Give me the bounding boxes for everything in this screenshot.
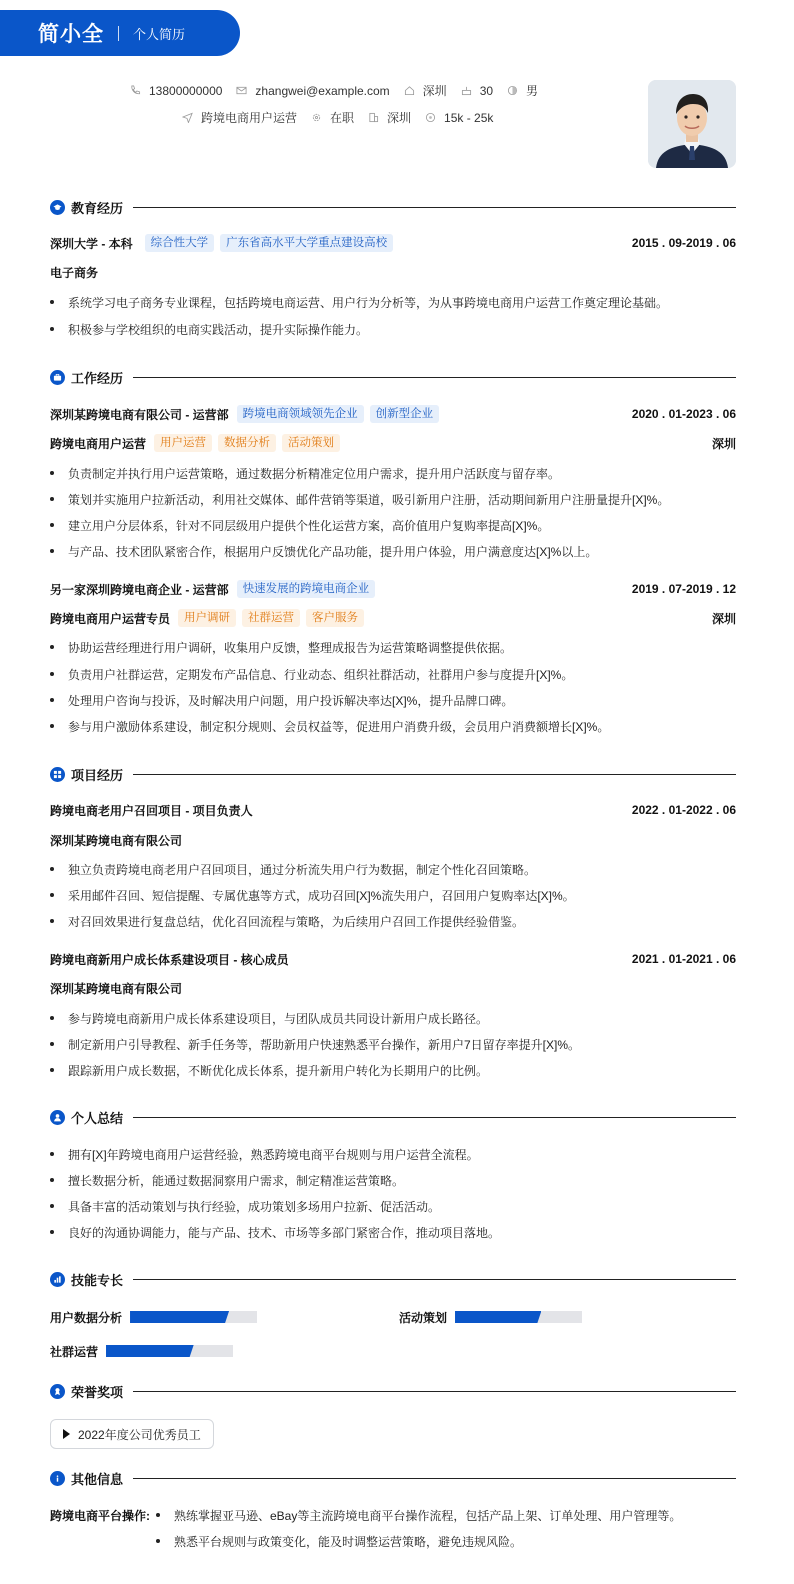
send-icon [182, 112, 193, 123]
section-title-text: 项目经历 [71, 767, 124, 783]
salary-value: 15k - 25k [444, 110, 494, 125]
section-title-text: 工作经历 [71, 370, 124, 386]
list-item: 熟练掌握亚马逊、eBay等主流跨境电商平台操作流程，包括产品上架、订单处理、用户管理等。 [156, 1506, 681, 1524]
position-value: 跨境电商用户运营 [201, 111, 298, 125]
resume-subtitle: 个人简历 [133, 26, 186, 42]
education-header [50, 234, 736, 252]
major: 电子商务 [50, 265, 99, 280]
section-work [50, 368, 736, 386]
phone-item [130, 84, 222, 98]
section-title-text: 技能专长 [71, 1272, 124, 1288]
target-city-value: 深圳 [387, 111, 412, 125]
email-item [236, 84, 389, 98]
city-value: 深圳 [422, 84, 447, 98]
job-header [50, 580, 736, 598]
section-skills [50, 1270, 736, 1288]
project-org: 深圳某跨境电商有限公司 [50, 833, 183, 848]
section-education [50, 198, 736, 216]
section-awards [50, 1382, 736, 1400]
list-item: 负责制定并执行用户运营策略，通过数据分析精准定位用户需求，提升用户活跃度与留存率。 [50, 464, 736, 482]
list-item: 处理用户咨询与投诉，及时解决用户问题，用户投诉解决率达[X]%，提升品牌口碑。 [50, 691, 736, 709]
list-item: 参与跨境电商新用户成长体系建设项目，与团队成员共同设计新用户成长路径。 [50, 1009, 736, 1027]
role-tag: 客户服务 [306, 609, 364, 627]
company-tag: 快速发展的跨境电商企业 [237, 580, 376, 598]
age-value: 30 [479, 83, 494, 98]
cake-icon [461, 85, 472, 96]
section-title-text: 荣誉奖项 [71, 1384, 124, 1400]
project-header [50, 801, 736, 819]
gender-value: 男 [526, 84, 539, 98]
briefcase-icon [50, 370, 65, 385]
user-icon [50, 1110, 65, 1125]
section-divider [133, 1478, 736, 1479]
skill-name: 社群运营 [50, 1344, 99, 1359]
gender-item [507, 82, 538, 99]
salary-item [425, 111, 493, 125]
list-item: 具备丰富的活动策划与执行经验，成功策划多场用户拉新、促活活动。 [50, 1197, 736, 1215]
education-major-row [50, 263, 736, 281]
list-item: 采用邮件召回、短信提醒、专属优惠等方式，成功召回[X]%流失用户，召回用户复购率达[X]%。 [50, 886, 736, 904]
job-location: 深圳 [711, 611, 736, 626]
contact-row [130, 82, 552, 99]
gender-icon [507, 85, 518, 96]
list-item: 拥有[X]年跨境电商用户运营经验，熟悉跨境电商平台规则与用户运营全流程。 [50, 1145, 736, 1163]
email-value: zhangwei@example.com [255, 83, 390, 98]
age-item [461, 84, 493, 98]
home-icon [404, 85, 415, 96]
skill-item [399, 1309, 582, 1325]
header-divider [118, 26, 119, 41]
skill-item [50, 1309, 257, 1325]
award-item[interactable] [50, 1419, 214, 1449]
list-item: 擅长数据分析，能通过数据洞察用户需求，制定精准运营策略。 [50, 1171, 736, 1189]
skill-item [50, 1343, 233, 1359]
list-item: 独立负责跨境电商老用户召回项目，通过分析流失用户行为数据，制定个性化召回策略。 [50, 860, 736, 878]
role-tag: 用户运营 [154, 434, 212, 452]
section-title-text: 个人总结 [71, 1110, 124, 1126]
skill-name: 活动策划 [399, 1310, 448, 1325]
section-projects [50, 765, 736, 783]
company-tag: 跨境电商领域领先企业 [237, 405, 364, 423]
skill-bar-fill [130, 1311, 229, 1323]
list-item: 与产品、技术团队紧密合作，根据用户反馈优化产品功能，提升用户体验，用户满意度达[X]%以上。 [50, 542, 736, 560]
play-triangle-icon [63, 1429, 70, 1439]
project-org: 深圳某跨境电商有限公司 [50, 981, 183, 996]
phone-icon [130, 85, 141, 96]
position-item [182, 109, 297, 126]
job-role: 跨境电商用户运营 [50, 436, 147, 451]
school-tag: 广东省高水平大学重点建设高校 [220, 234, 393, 252]
building-icon [368, 112, 379, 123]
company-name: 另一家深圳跨境电商企业 - 运营部 [50, 582, 229, 597]
job-role: 跨境电商用户运营专员 [50, 611, 171, 626]
role-tag: 数据分析 [218, 434, 276, 452]
role-tag: 活动策划 [282, 434, 340, 452]
project-org-row [50, 979, 736, 997]
intent-row [182, 109, 507, 126]
section-other [50, 1469, 736, 1487]
target-city-item [368, 109, 411, 126]
project-dates: 2021 . 01-2021 . 06 [631, 952, 736, 966]
section-summary [50, 1108, 736, 1126]
project-dates: 2022 . 01-2022 . 06 [631, 803, 736, 817]
section-divider [133, 1279, 736, 1280]
graduation-cap-icon [50, 200, 65, 215]
section-divider [133, 1391, 736, 1392]
school-tag: 综合性大学 [145, 234, 215, 252]
section-divider [133, 774, 736, 775]
list-item: 策划并实施用户拉新活动，利用社交媒体、邮件营销等渠道，吸引新用户注册，活动期间新用户注册量提升[X]%。 [50, 490, 736, 508]
avatar [648, 80, 736, 168]
list-item: 良好的沟通协调能力，能与产品、技术、市场等多部门紧密合作，推动项目落地。 [50, 1223, 736, 1241]
list-item: 协助运营经理进行用户调研，收集用户反馈，整理成报告为运营策略调整提供依据。 [50, 638, 736, 656]
company-name: 深圳某跨境电商有限公司 - 运营部 [50, 407, 229, 422]
section-divider [133, 377, 736, 378]
list-item: 跟踪新用户成长数据，不断优化成长体系，提升新用户转化为长期用户的比例。 [50, 1061, 736, 1079]
status-value: 在职 [330, 111, 355, 125]
job-role-row [50, 609, 736, 627]
gear-icon [311, 112, 322, 123]
company-tag: 创新型企业 [370, 405, 440, 423]
list-item: 负责用户社群运营，定期发布产品信息、行业动态、组织社群活动，社群用户参与度提升[X]%。 [50, 665, 736, 683]
header-banner [0, 10, 240, 56]
job-dates: 2020 . 01-2023 . 06 [631, 407, 736, 421]
list-item: 系统学习电子商务专业课程，包括跨境电商运营、用户行为分析等，为从事跨境电商用户运营工作奠定理论基础。 [50, 293, 736, 311]
city-item [404, 82, 447, 99]
award-text: 2022年度公司优秀员工 [78, 1427, 201, 1442]
list-item: 建立用户分层体系，针对不同层级用户提供个性化运营方案，高价值用户复购率提高[X]%。 [50, 516, 736, 534]
job-header [50, 405, 736, 423]
award-icon [50, 1384, 65, 1399]
list-item: 对召回效果进行复盘总结，优化召回流程与策略，为后续用户召回工作提供经验借鉴。 [50, 912, 736, 930]
skill-bar-fill [106, 1345, 194, 1357]
education-dates: 2015 . 09-2019 . 06 [631, 236, 736, 250]
job-dates: 2019 . 07-2019 . 12 [631, 582, 736, 596]
job-location: 深圳 [711, 436, 736, 451]
bar-chart-icon [50, 1272, 65, 1287]
list-item: 参与用户激励体系建设，制定积分规则、会员权益等，促进用户消费升级，会员用户消费额增长[X]%。 [50, 717, 736, 735]
info-icon [50, 1471, 65, 1486]
section-divider [133, 207, 736, 208]
section-title-text: 其他信息 [71, 1471, 124, 1487]
job-role-row [50, 434, 736, 452]
skill-bar-fill [455, 1311, 541, 1323]
skill-bar [106, 1345, 233, 1357]
project-org-row [50, 831, 736, 849]
role-tag: 社群运营 [242, 609, 300, 627]
mail-icon [236, 85, 247, 96]
other-label: 跨境电商平台操作: [50, 1509, 150, 1523]
status-item [311, 109, 354, 126]
list-item: 熟悉平台规则与政策变化，能及时调整运营策略，避免违规风险。 [156, 1532, 522, 1550]
phone-value: 13800000000 [149, 83, 223, 98]
project-title: 跨境电商老用户召回项目 - 项目负责人 [50, 803, 253, 818]
section-divider [133, 1117, 736, 1118]
skill-name: 用户数据分析 [50, 1310, 123, 1325]
grid-icon [50, 767, 65, 782]
list-item: 制定新用户引导教程、新手任务等，帮助新用户快速熟悉平台操作，新用户7日留存率提升[X]%。 [50, 1035, 736, 1053]
list-item: 积极参与学校组织的电商实践活动，提升实际操作能力。 [50, 320, 736, 338]
project-title: 跨境电商新用户成长体系建设项目 - 核心成员 [50, 952, 289, 967]
skill-bar [130, 1311, 257, 1323]
project-header [50, 950, 736, 968]
skill-bar [455, 1311, 582, 1323]
role-tag: 用户调研 [178, 609, 236, 627]
salary-icon [425, 112, 436, 123]
school-name: 深圳大学 - 本科 [50, 236, 133, 251]
section-title-text: 教育经历 [71, 200, 124, 216]
resume-name: 简小全 [38, 23, 104, 46]
